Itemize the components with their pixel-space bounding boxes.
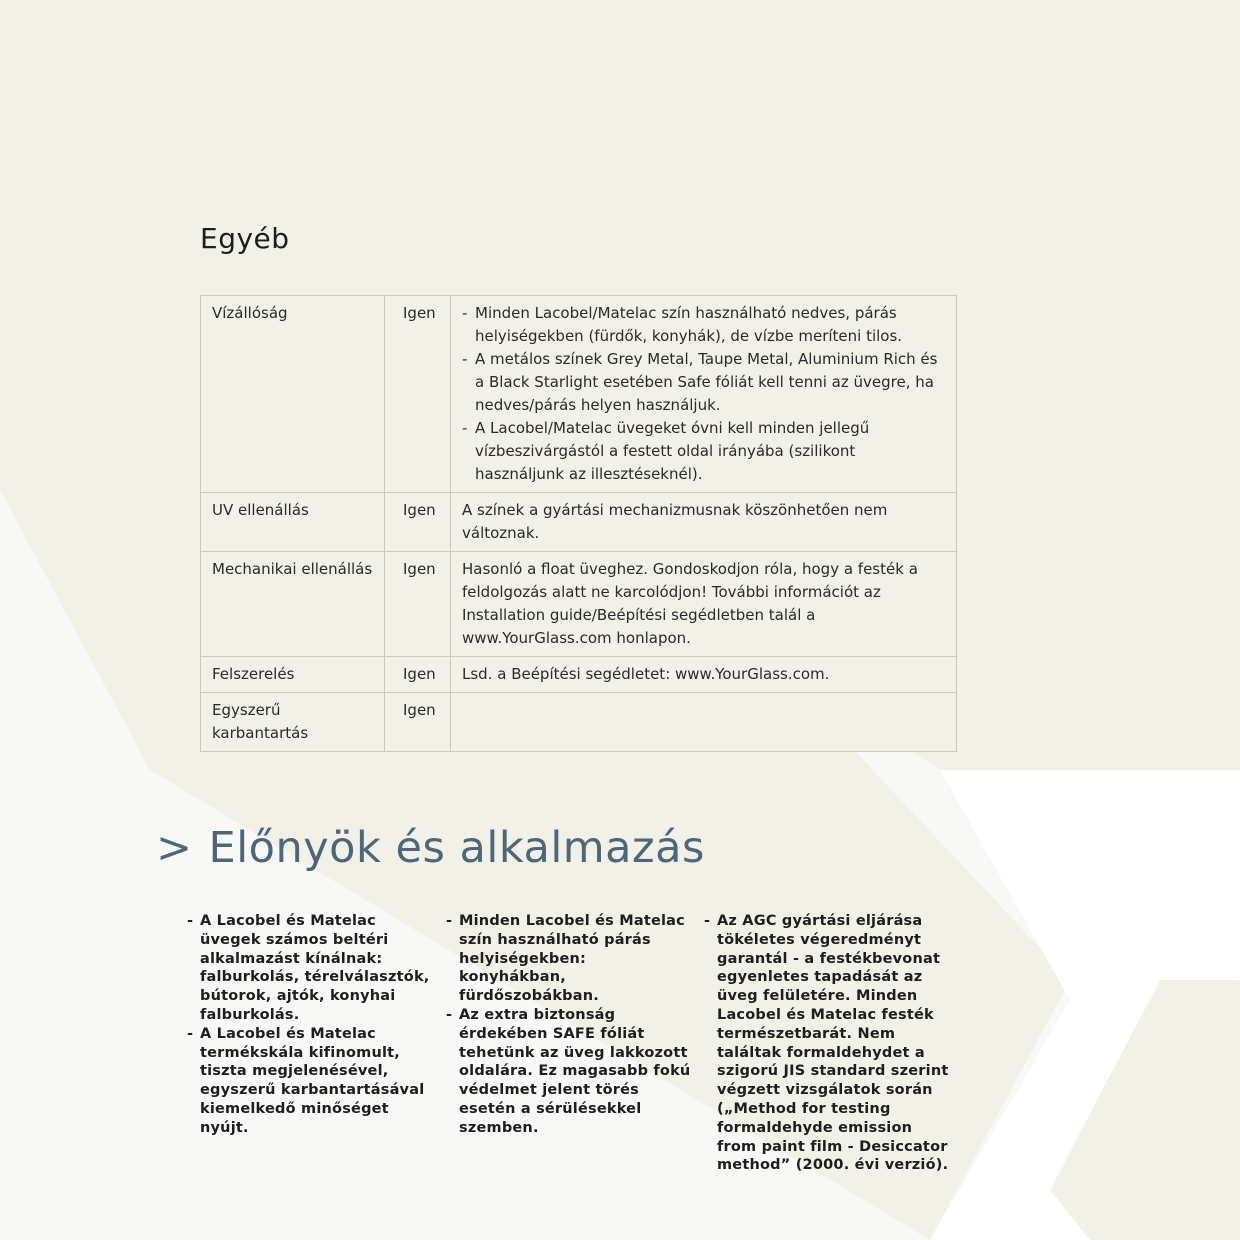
property-value: Igen — [385, 657, 451, 693]
list-item: - Az AGC gyártási eljárása tökéletes végeredményt garantál - a festékbevonat egyenletes tapadását az üveg felületére. Minden Lacobel és Matelac festék természetbarát. Nem találtak formaldehydet a szigorú JIS standard szerint végzett vizsgálatok során („Method for testing formaldehyde emission from paint film - Desiccator method” (2000. évi verzió). — [704, 912, 949, 1175]
dash-list — [187, 912, 432, 1138]
dash-list — [704, 912, 949, 1175]
property-value: Igen — [385, 296, 451, 493]
property-description: Hasonló a float üveghez. Gondoskodjon róla, hogy a festék a feldolgozás alatt ne karcolódjon! További információt az Installation guide/Beépítési segédletben talál a www.YourGlass.com honlapon. — [451, 552, 957, 657]
property-label: Mechanikai ellenállás — [201, 552, 385, 657]
list-item: - A Lacobel és Matelac üvegek számos beltéri alkalmazást kínálnak: falburkolás, térelválasztók, bútorok, ajtók, konyhai falburkolás. — [187, 912, 432, 1025]
dash-list — [446, 912, 691, 1138]
property-value: Igen — [385, 693, 451, 752]
property-description: A színek a gyártási mechanizmusnak köszönhetően nem változnak. — [451, 493, 957, 552]
property-description — [451, 296, 957, 493]
properties-table — [200, 295, 957, 752]
table-row — [201, 657, 957, 693]
property-value: Igen — [385, 552, 451, 657]
property-label: Felszerelés — [201, 657, 385, 693]
table-row — [201, 493, 957, 552]
list-item: - Minden Lacobel és Matelac szín használható párás helyiségekben: konyhákban, fürdőszobákban. — [446, 912, 691, 1006]
property-label: UV ellenállás — [201, 493, 385, 552]
benefits-column-2 — [446, 912, 691, 1138]
property-value: Igen — [385, 493, 451, 552]
benefits-column-1 — [187, 912, 432, 1138]
table-row — [201, 552, 957, 657]
benefits-column-3 — [704, 912, 949, 1175]
table-row — [201, 296, 957, 493]
table-row — [201, 693, 957, 752]
list-item: - Minden Lacobel/Matelac szín használható nedves, párás helyiségekben (fürdők, konyhák), de vízbe meríteni tilos. — [462, 302, 945, 348]
list-item: - A Lacobel/Matelac üvegeket óvni kell minden jellegű vízbeszivárgástól a festett oldal irányába (szilikont használjunk az illesztéseknél). — [462, 417, 945, 486]
list-item: - A Lacobel és Matelac termékskála kifinomult, tiszta megjelenésével, egyszerű karbantartásával kiemelkedő minőséget nyújt. — [187, 1025, 432, 1138]
section-title-other: Egyéb — [200, 222, 290, 255]
dash-list — [462, 302, 945, 486]
list-item: - Az extra biztonság érdekében SAFE fóliát tehetünk az üveg lakkozott oldalára. Ez magasabb fokú védelmet jelent törés esetén a sérülésekkel szemben. — [446, 1006, 691, 1138]
property-label: Egyszerű karbantartás — [201, 693, 385, 752]
benefits-heading — [156, 823, 705, 873]
list-item: - A metálos színek Grey Metal, Taupe Metal, Aluminium Rich és a Black Starlight esetében Safe fóliát kell tenni az üvegre, ha nedves/párás helyen használjuk. — [462, 348, 945, 417]
property-label: Vízállóság — [201, 296, 385, 493]
property-description: Lsd. a Beépítési segédletet: www.YourGlass.com. — [451, 657, 957, 693]
benefits-title-text: Előnyök és alkalmazás — [208, 823, 705, 873]
chevron-right-icon: > — [156, 823, 193, 873]
property-description — [451, 693, 957, 752]
